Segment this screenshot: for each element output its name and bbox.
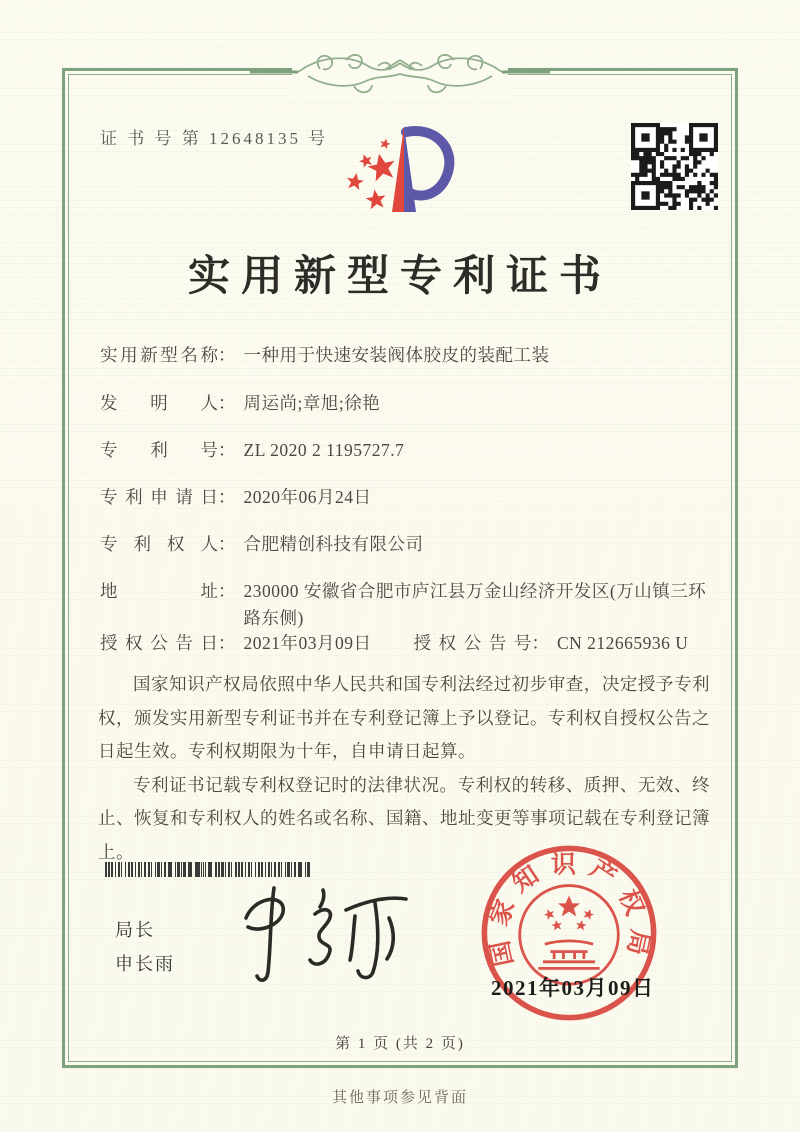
back-note: 其他事项参见背面 [331, 1090, 468, 1106]
field-label: 专利权人 [100, 534, 218, 554]
qr-code [631, 123, 718, 210]
grant-date [100, 630, 372, 657]
field-colon: ： [218, 487, 236, 507]
grant-row [100, 630, 688, 657]
field-colon: ： [531, 633, 549, 653]
signer-name: 申长雨 [115, 954, 175, 974]
top-ornament-icon [250, 42, 550, 100]
field-value: 2021年03月09日 [243, 633, 372, 653]
field-colon: ： [218, 633, 236, 653]
field-row [100, 484, 372, 511]
field-row [100, 531, 424, 558]
field-colon: ： [218, 581, 236, 601]
field-label: 地址 [100, 581, 218, 601]
signature [228, 882, 423, 994]
field-label: 专利申请日 [100, 487, 218, 507]
paragraph: 专利证书记载专利权登记时的法律状况。专利权的转移、质押、无效、终止、恢复和专利权人的姓名或名称、国籍、地址变更等事项记载在专利登记簿上。 [98, 774, 710, 862]
grant-number [414, 630, 689, 657]
field-colon: ： [218, 393, 236, 413]
field-label: 授权公告日 [100, 633, 218, 653]
field-colon: ： [218, 345, 236, 365]
field-colon: ： [218, 440, 236, 460]
field-row [100, 390, 380, 417]
field-value: 2020年06月24日 [243, 487, 372, 507]
field-value: 合肥精创科技有限公司 [243, 534, 424, 554]
field-value: ZL 2020 2 1195727.7 [243, 440, 405, 460]
field-label: 授权公告号 [413, 633, 532, 653]
field-value: 一种用于快速安装阀体胶皮的装配工装 [243, 345, 550, 365]
seal-date: 2021年03月09日 [491, 976, 655, 1000]
field-label: 实用新型名称 [100, 345, 218, 365]
legal-text [98, 668, 710, 869]
seal-text: 国家知识产权局 [484, 851, 654, 969]
signer-title: 局长 [115, 920, 155, 940]
certificate-number: 证 书 号 第 12648135 号 [100, 129, 329, 148]
field-row [100, 342, 550, 369]
page-footer: 第 1 页 (共 2 页) [335, 1036, 465, 1052]
field-colon: ： [218, 534, 236, 554]
field-row [100, 437, 404, 464]
paragraph: 国家知识产权局依照中华人民共和国专利法经过初步审查，决定授予专利权，颁发实用新型专利证书并在专利登记簿上予以登记。专利权自授权公告之日起生效。专利权期限为十年，自申请日起算。 [98, 674, 710, 761]
page-title: 实用新型专利证书 [187, 254, 612, 300]
field-label: 专利号 [100, 440, 218, 460]
national-emblem-icon [520, 886, 619, 985]
barcode [105, 862, 311, 877]
field-value: 230000 安徽省合肥市庐江县万金山经济开发区(万山镇三环路东侧) [243, 581, 707, 628]
field-value: CN 212665936 U [557, 633, 689, 653]
field-value: 周运尚;章旭;徐艳 [243, 393, 381, 413]
cnipa-logo-icon [333, 110, 475, 238]
field-row [100, 578, 712, 632]
field-label: 发明人 [100, 393, 218, 413]
